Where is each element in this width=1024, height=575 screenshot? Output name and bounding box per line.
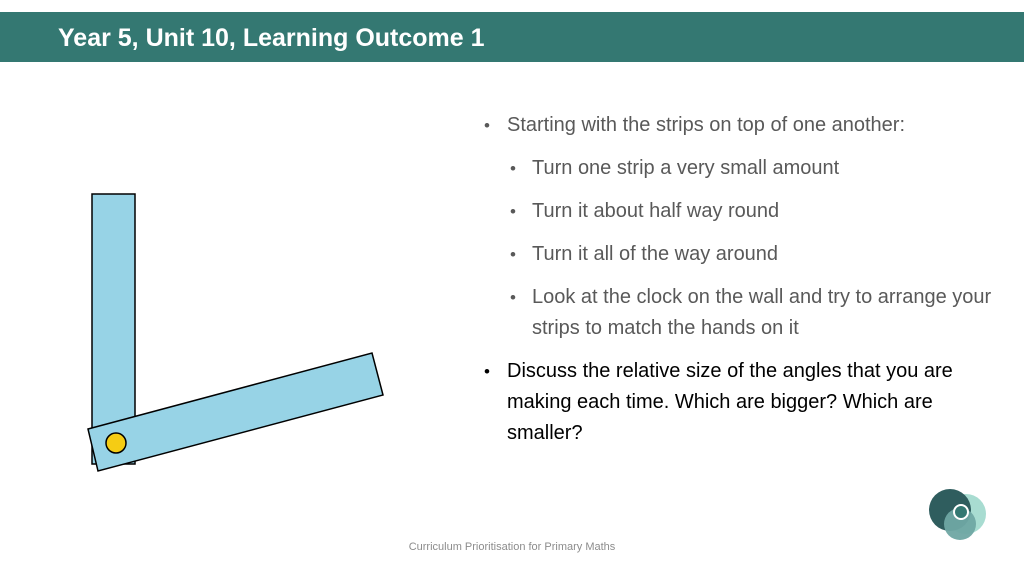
footer-text: Curriculum Prioritisation for Primary Maths xyxy=(408,541,616,553)
instruction-list xyxy=(484,110,1004,449)
page-title: Year 5, Unit 10, Learning Outcome 1 xyxy=(58,24,485,52)
step-bullet: • Look at the clock on the wall and try to arrange your strips to match the hands on it xyxy=(510,282,1004,344)
discussion-bullet: • Discuss the relative size of the angles that you are making each time. Which are bigger? Which are smaller? xyxy=(484,356,1004,449)
step-bullet: • Turn it all of the way around xyxy=(510,239,1004,270)
step-bullet: • Turn it about half way round xyxy=(510,196,1004,227)
step-bullet: • Turn one strip a very small amount xyxy=(510,153,1004,184)
logo-icon xyxy=(926,486,990,544)
pivot-point xyxy=(106,433,126,453)
intro-bullet: • Starting with the strips on top of one another: xyxy=(484,110,1004,141)
